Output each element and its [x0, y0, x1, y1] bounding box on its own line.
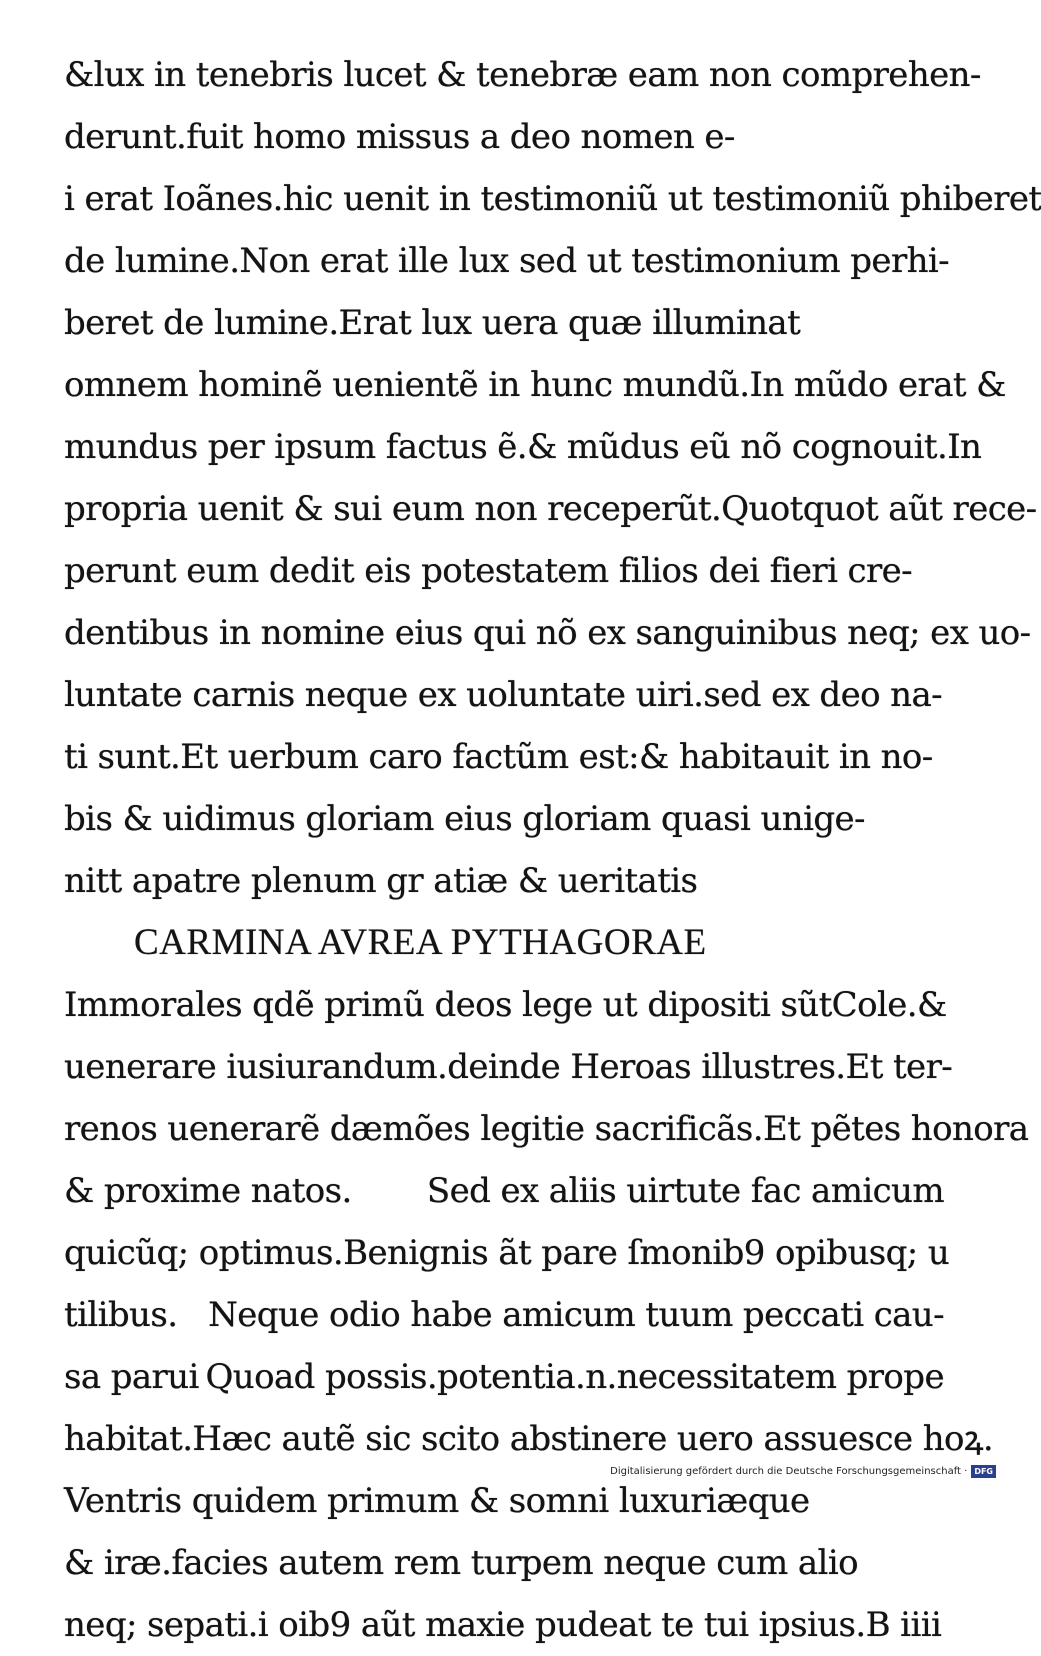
text-line: derunt.fuit homo missus a deo nomen e- — [64, 117, 735, 157]
text-line: ti sunt.Et uerbum caro factũm est:& habitauit in no- — [64, 737, 933, 777]
text-line: dentibus in nomine eius qui nõ ex sanguinibus neq; ex uo- — [64, 613, 1031, 653]
poem-line-right: Sed ex aliis uirtute fac amicum — [426, 1171, 944, 1211]
poem-line — [64, 1098, 1029, 1160]
poem-line-right: Benignis ãt pare ſmonib9 opibusq; u — [343, 1233, 950, 1273]
text-line: bis & uidimus gloriam eius gloriam quasi unige- — [64, 799, 865, 839]
poem-line — [64, 1408, 994, 1470]
text-line: perunt eum dedit eis potestatem filios dei fieri cre- — [64, 551, 913, 591]
poem-line-left: quicũq; optimus. — [64, 1233, 344, 1273]
poem-line-left: uenerare iusiurandum.deinde Heroas illustres. — [64, 1047, 846, 1087]
poem-line-right: Neque odio habe amicum tuum peccati cau- — [208, 1295, 944, 1335]
dfg-logo: DFG — [971, 1465, 996, 1478]
poem-line — [64, 1036, 953, 1098]
last-line-text: neq; sepati.i oib9 aũt maxie pudeat te tui ipsius. — [64, 1605, 866, 1645]
poem-line-left: habitat. — [64, 1419, 193, 1459]
text-line: propria uenit & sui eum non receperũt.Quotquot aũt rece- — [64, 489, 1037, 529]
poem-line-right: Quoad possis.potentia.n.necessitatem prope — [205, 1357, 944, 1397]
section-heading: CARMINA AVREA PYTHAGORAE — [134, 922, 707, 963]
text-line: Ventris quidem primum & somni luxuriæque — [64, 1481, 810, 1521]
text-line: beret de lumine.Erat lux uera quæ illuminat — [64, 303, 801, 343]
poem-line-right: Cole.& — [831, 985, 947, 1025]
poem-line — [64, 1160, 944, 1222]
poem-line-left: & proxime natos. — [64, 1171, 352, 1211]
poem-line-right: Hæc autẽ sic scito abstinere uero assuesce hoꝝ. — [192, 1419, 994, 1459]
text-line: omnem hominẽ uenientẽ in hunc mundũ.In mũdo erat & — [64, 365, 1006, 405]
poem-line-left: Immorales qdẽ primũ deos lege ut dipositi sũt — [64, 985, 832, 1025]
poem-line — [64, 974, 947, 1036]
text-line: luntate carnis neque ex uoluntate uiri.sed ex deo na- — [64, 675, 943, 715]
poem-line-right: Et pẽtes honora — [762, 1109, 1029, 1149]
last-line — [64, 1594, 944, 1656]
signature-mark: B iiii — [865, 1605, 942, 1645]
poem-line-right: Et ter- — [845, 1047, 953, 1087]
poem-line-left: sa parui — [64, 1357, 199, 1397]
text-line: de lumine.Non erat ille lux sed ut testimonium perhi- — [64, 241, 950, 281]
text-line: & iræ.facies autem rem turpem neque cum alio — [64, 1543, 858, 1583]
poem-line-left: renos uenerarẽ dæmões legitie sacrificãs. — [64, 1109, 763, 1149]
text-line: i erat Ioãnes.hic uenit in testimoniũ ut testimoniũ phiberet — [64, 179, 1041, 219]
text-line: &lux in tenebris lucet & tenebræ eam non comprehen- — [64, 55, 981, 95]
poem-line-left: tilibus. — [64, 1295, 178, 1335]
text-line: mundus per ipsum factus ẽ.& mũdus eũ nõ cognouit.In — [64, 427, 982, 467]
poem-line — [64, 1222, 950, 1284]
text-line: nitt apatre plenum gr atiæ & ueritatis — [64, 861, 698, 901]
poem-line — [64, 1346, 944, 1408]
digitization-credit — [610, 1464, 996, 1478]
funding-note: Digitalisierung gefördert durch die Deutsche Forschungsgemeinschaft · — [610, 1465, 968, 1477]
poem-line — [64, 1284, 944, 1346]
